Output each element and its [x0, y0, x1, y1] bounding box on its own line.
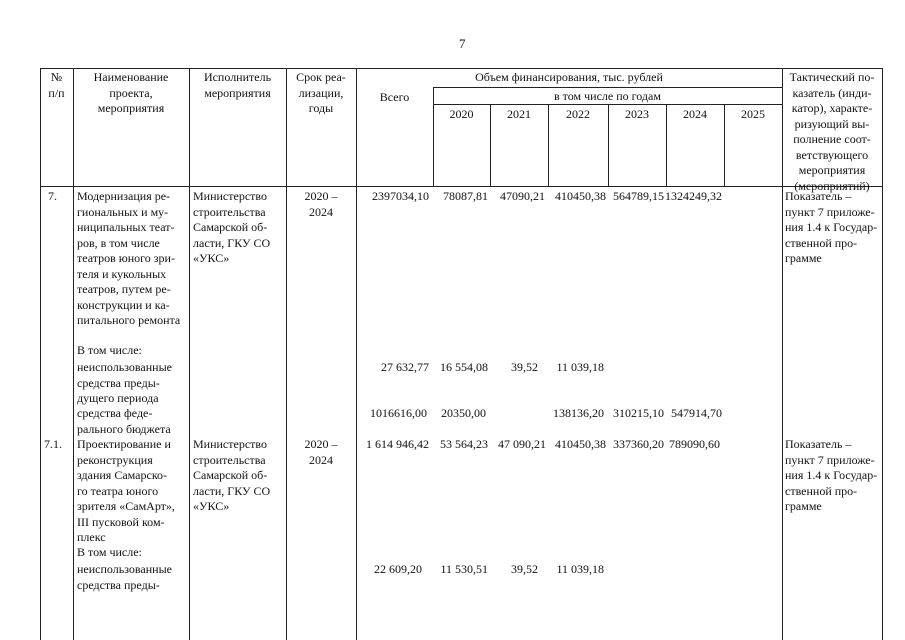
- row-value: 47 090,21: [498, 437, 546, 451]
- header-indicator: Тактический по- казатель (инди- катор), характе- ризующий вы- полнение соот- ветствующего мероприятия (мероприятий): [789, 70, 875, 193]
- grid-col-line: [882, 68, 883, 640]
- header-name: Наименование проекта, мероприятия: [93, 70, 169, 115]
- row-value: 39,52: [511, 562, 538, 576]
- row-value: 138136,20: [553, 406, 604, 420]
- header-year: 2023: [625, 107, 649, 121]
- row-number: 7.1.: [44, 437, 62, 451]
- grid-header-bottom-line: [40, 186, 882, 187]
- header-year: 2020: [449, 107, 474, 121]
- row-total: 1016616,00: [370, 406, 427, 420]
- row-total: 1 614 946,42: [366, 437, 429, 451]
- row-name: В том числе:: [77, 545, 142, 559]
- row-term: 2020 – 2024: [304, 437, 338, 467]
- row-number: 7.: [48, 189, 57, 203]
- row-name: В том числе:: [77, 343, 142, 357]
- row-value: 53 564,23: [440, 437, 488, 451]
- header-by-years: в том числе по годам: [554, 89, 661, 103]
- header-year: 2024: [683, 107, 707, 121]
- row-executor: Министерство строительства Самарской об- ласти, ГКУ СО «УКС»: [193, 189, 271, 265]
- page-number: 7: [459, 36, 466, 51]
- grid-col-line: [189, 68, 190, 640]
- grid-top-line: [40, 68, 882, 69]
- row-executor: Министерство строительства Самарской об- ласти, ГКУ СО «УКС»: [193, 437, 271, 513]
- row-value: 547914,70: [671, 406, 722, 420]
- header-term: Срок реа- лизации, годы: [296, 70, 346, 115]
- row-name: Модернизация ре- гиональных и му- ниципальных теат- ров, в том числе театров юного зри- теля и кукольных театров, путем ре- конструкции и ка- питального ремонта: [77, 189, 181, 327]
- row-value: 16 554,08: [440, 360, 488, 374]
- row-value: 11 530,51: [440, 562, 488, 576]
- row-value: 47090,21: [500, 189, 545, 203]
- row-total: 22 609,20: [374, 562, 422, 576]
- header-no: № п/п: [48, 70, 65, 100]
- header-year: 2025: [741, 107, 765, 121]
- row-name: средства феде- рального бюджета: [77, 406, 171, 436]
- row-indicator: Показатель – пункт 7 приложе- ния 1.4 к Государ- ственной про- грамме: [785, 189, 878, 265]
- row-value: 78087,81: [443, 189, 488, 203]
- grid-subheader-line: [433, 87, 782, 88]
- header-total: Всего: [379, 90, 410, 104]
- grid-col-line: [286, 68, 287, 640]
- row-name: неиспользованные средства преды- дущего периода: [77, 360, 172, 405]
- row-value: 337360,20: [613, 437, 664, 451]
- grid-col-line: [356, 68, 357, 640]
- header-year: 2022: [566, 107, 590, 121]
- row-value: 39,52: [511, 360, 538, 374]
- row-value: 310215,10: [613, 406, 664, 420]
- row-value: 20350,00: [441, 406, 486, 420]
- row-value: 11 039,18: [556, 562, 604, 576]
- grid-col-line: [40, 68, 41, 640]
- row-total: 2397034,10: [372, 189, 429, 203]
- row-name: неиспользованные средства преды-: [77, 562, 172, 592]
- row-value: 410450,38: [555, 437, 606, 451]
- header-executor: Исполнитель мероприятия: [203, 70, 272, 100]
- row-value: 789090,60: [669, 437, 720, 451]
- row-name: Проектирование и реконструкция здания Самарско- го театра юного зрителя «СамАрт», III пусковой ком- плекс: [77, 437, 175, 544]
- header-year: 2021: [507, 107, 531, 121]
- row-term: 2020 – 2024: [304, 189, 338, 219]
- header-funding: Объем финансирования, тыс. рублей: [475, 70, 663, 84]
- row-value: 11 039,18: [556, 360, 604, 374]
- row-indicator: Показатель – пункт 7 приложе- ния 1.4 к Государ- ственной про- грамме: [785, 437, 878, 513]
- row-value: 1324249,32: [665, 189, 722, 203]
- row-value: 410450,38: [555, 189, 606, 203]
- grid-col-line: [73, 68, 74, 640]
- row-total: 27 632,77: [381, 360, 429, 374]
- row-value: 564789,15: [613, 189, 664, 203]
